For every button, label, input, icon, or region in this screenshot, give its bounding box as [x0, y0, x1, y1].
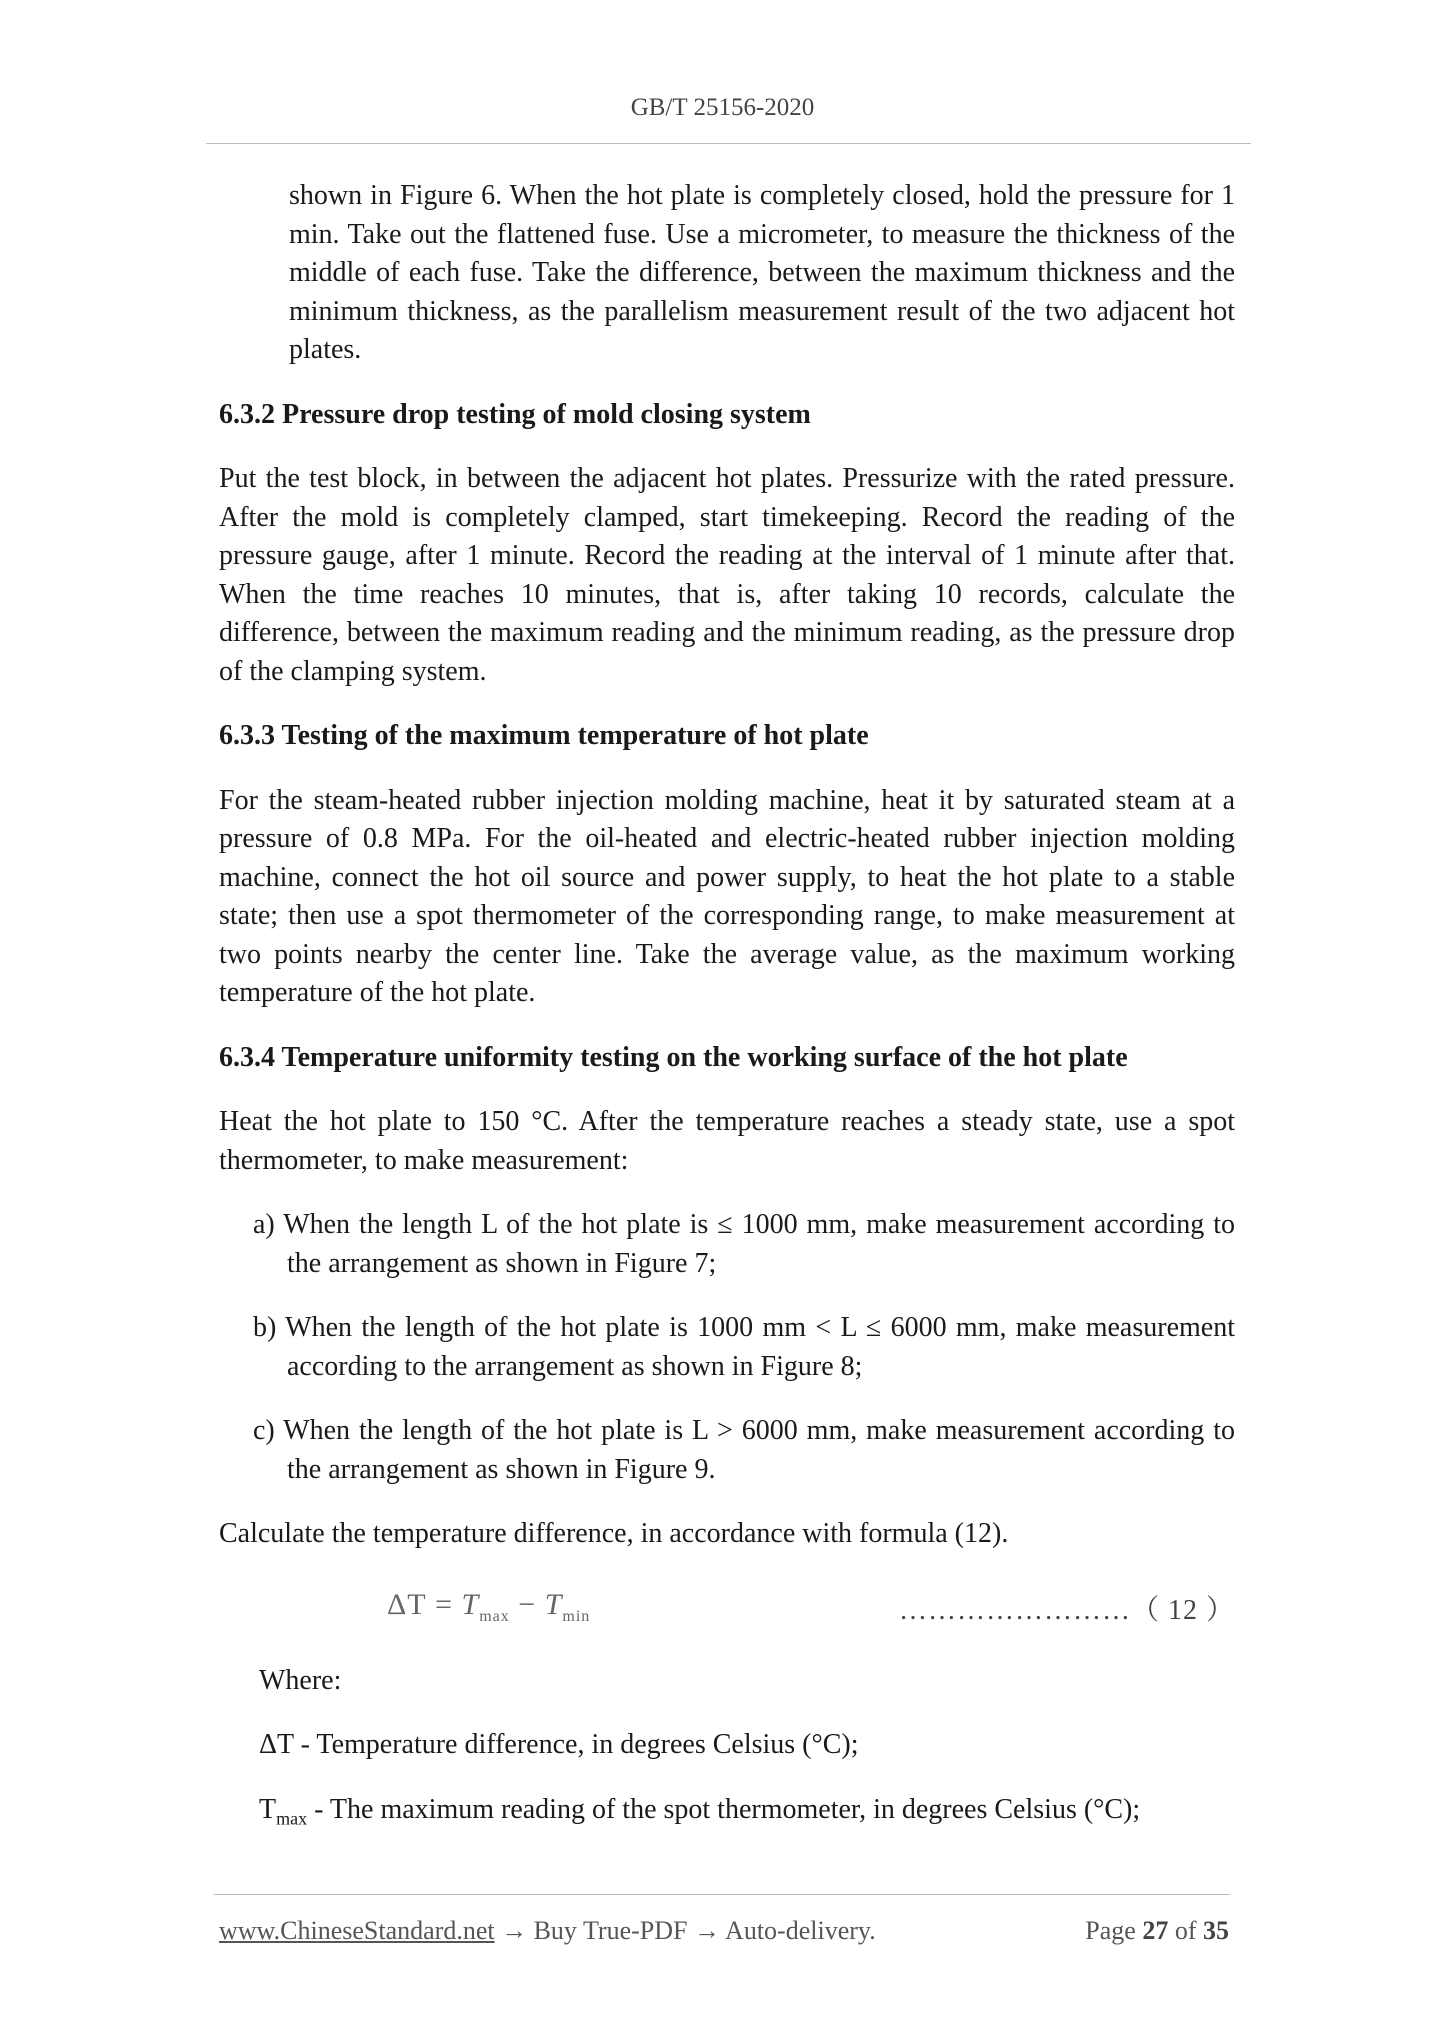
paragraph-intro: shown in Figure 6. When the hot plate is completely closed, hold the pressure for 1 min. Take out the flattened fuse. Use a micrometer, to measure the thickness of the middle of each fuse. Take the difference, between the maximum thickness and the minimum thickness, as the parallelism measurement result of the two adjacent hot plates. [289, 180, 1235, 365]
list-item-a: a) When the length L of the hot plate is ≤ 1000 mm, make measurement according to the arrangement as shown in Figure 7; [253, 1209, 1235, 1279]
heading-6-3-4: 6.3.4 Temperature uniformity testing on the working surface of the hot plate [219, 1041, 1128, 1073]
heading-6-3-3: 6.3.3 Testing of the maximum temperature of hot plate [219, 720, 869, 751]
header-divider [206, 143, 1251, 144]
paragraph-6-3-2: Put the test block, in between the adjacent hot plates. Pressurize with the rated pressure. After the mold is completely clamped, start timekeeping. Record the reading of the pressure gauge, after 1 minute. Record the reading at the interval of 1 minute after that. When the time reaches 10 minutes, that is, after taking 10 records, calculate the difference, between the maximum reading and the minimum reading, as the pressure drop of the clamping system. [219, 463, 1235, 687]
formula-12 [219, 1580, 1235, 1636]
where-label: Where: [259, 1664, 342, 1696]
website-link[interactable]: www.ChineseStandard.net [219, 1916, 495, 1945]
formula-expression: $\Delta T = T_{max} - T_{min}$ [387, 1587, 591, 1625]
formula-number: ……………………（ 12 ） [898, 1594, 1235, 1626]
paragraph-6-3-4: Heat the hot plate to 150 °C. After the temperature reaches a steady state, use a spot thermometer, to make measurement: [219, 1106, 1235, 1176]
list-item-b: b) When the length of the hot plate is 1000 mm < L ≤ 6000 mm, make measurement according to the arrangement as shown in Figure 8; [253, 1312, 1235, 1382]
paragraph-calculate: Calculate the temperature difference, in accordance with formula (12). [219, 1518, 1009, 1549]
paragraph-6-3-3: For the steam-heated rubber injection molding machine, heat it by saturated steam at a pressure of 0.8 MPa. For the oil-heated and electric-heated rubber injection molding machine, connect the hot oil source and power supply, to heat the hot plate to a stable state; then use a spot thermometer of the corresponding range, to make measurement at two points nearby the center line. Take the average value, as the maximum working temperature of the hot plate. [219, 784, 1235, 1008]
heading-6-3-2: 6.3.2 Pressure drop testing of mold closing system [219, 398, 811, 430]
page-number: Page 27 of 35 [1085, 1916, 1229, 1945]
definition-t-max: $T_{max}$ - The maximum reading of the spot thermometer, in degrees Celsius (°C); [259, 1793, 1141, 1829]
list-item-c: c) When the length of the hot plate is L > 6000 mm, make measurement according to the arrangement as shown in Figure 9. [253, 1415, 1235, 1485]
document-body [219, 177, 1235, 1838]
footer-promo: www.ChineseStandard.net → Buy True-PDF → Auto-delivery. [219, 1916, 876, 1945]
page-header: GB/T 25156-2020 [630, 94, 815, 121]
definition-delta-t: ΔT - Temperature difference, in degrees Celsius (°C); [259, 1729, 859, 1760]
footer-divider [214, 1894, 1230, 1895]
page-footer [219, 1916, 1229, 1946]
